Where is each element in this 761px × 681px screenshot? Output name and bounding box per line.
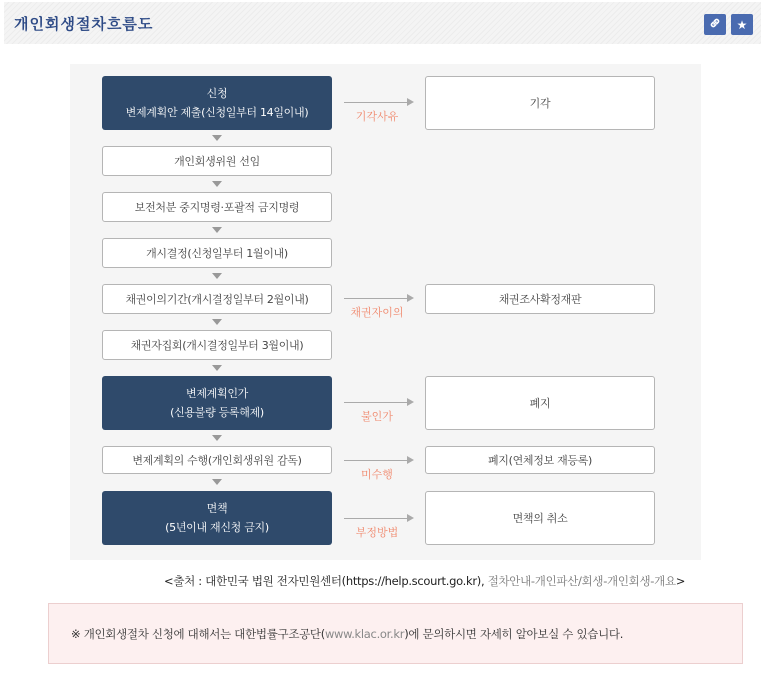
result-title: 면책의 취소 [512, 511, 568, 525]
result-abolition-reregister [425, 446, 655, 474]
result-claim-trial [425, 284, 655, 314]
step-commencement-decision [102, 238, 332, 268]
down-arrow-icon [212, 273, 222, 279]
branch-label: 채권자이의 [350, 306, 404, 319]
branch-label: 기각사유 [355, 110, 399, 123]
step-discharge [102, 491, 332, 545]
notice-text [71, 626, 623, 642]
star-icon: ★ [736, 17, 748, 32]
branch-label: 미수행 [361, 468, 393, 481]
bookmark-button[interactable] [731, 14, 753, 35]
result-dismissal [425, 76, 655, 130]
down-arrow-icon [212, 319, 222, 325]
down-arrow-icon [212, 227, 222, 233]
notice-before: ※ 개인회생절차 신청에 대해서는 대한법률구조공단( [71, 627, 325, 641]
result-discharge-revocation [425, 491, 655, 545]
step-title: 개인회생위원 선임 [174, 154, 260, 168]
step-title: 면책 [206, 502, 228, 515]
step-creditors-meeting [102, 330, 332, 360]
down-arrow-icon [212, 181, 222, 187]
step-application [102, 76, 332, 130]
source-citation [164, 573, 685, 589]
step-subtitle: (5년이내 재신청 금지) [165, 521, 269, 534]
step-preservation-order [102, 192, 332, 222]
flowchart [70, 64, 701, 560]
source-prefix: <출처 : 대한민국 법원 전자민원센터(https://help.scourt.go.kr), [164, 574, 488, 588]
step-title: 채권자집회(개시결정일부터 3월이내) [130, 338, 304, 352]
result-title: 폐지 [529, 396, 551, 410]
branch-label: 부정방법 [355, 526, 399, 539]
right-arrow-icon [344, 518, 408, 519]
right-arrow-icon [344, 298, 408, 299]
page-title: 개인회생절차흐름도 [14, 15, 154, 33]
down-arrow-icon [212, 435, 222, 441]
step-title: 변제계획인가 [186, 387, 248, 400]
step-title: 보전처분 중지명령·포괄적 금지명령 [134, 200, 300, 214]
branch-label: 불인가 [361, 410, 393, 423]
page-header [4, 2, 761, 44]
step-subtitle: 변제계획안 제출(신청일부터 14일이내) [125, 106, 309, 119]
step-title: 채권이의기간(개시결정일부터 2월이내) [125, 292, 309, 306]
step-objection-period [102, 284, 332, 314]
step-subtitle: (신용불량 등록해제) [170, 406, 264, 419]
notice-box [48, 603, 743, 664]
step-plan-execution [102, 446, 332, 474]
down-arrow-icon [212, 365, 222, 371]
result-title: 채권조사확정재판 [498, 292, 582, 306]
down-arrow-icon [212, 479, 222, 485]
result-title: 폐지(연체정보 재등록) [487, 453, 593, 467]
right-arrow-icon [344, 102, 408, 103]
step-title: 개시결정(신청일부터 1월이내) [146, 246, 288, 260]
right-arrow-icon [344, 460, 408, 461]
down-arrow-icon [212, 135, 222, 141]
right-arrow-icon [344, 402, 408, 403]
step-title: 변제계획의 수행(개인회생위원 감독) [132, 453, 302, 467]
result-title: 기각 [529, 96, 551, 110]
step-appoint-commissioner [102, 146, 332, 176]
source-suffix: > [675, 574, 686, 588]
notice-after: )에 문의하시면 자세히 알아보실 수 있습니다. [404, 627, 624, 641]
klac-link[interactable]: www.klac.or.kr [324, 627, 405, 641]
source-path-link[interactable]: 절차안내-개인파산/회생-개인회생-개요 [487, 574, 676, 588]
copy-link-button[interactable] [704, 14, 726, 35]
step-title: 신청 [206, 87, 228, 100]
link-icon [709, 17, 721, 32]
result-abolition [425, 376, 655, 430]
step-plan-approval [102, 376, 332, 430]
